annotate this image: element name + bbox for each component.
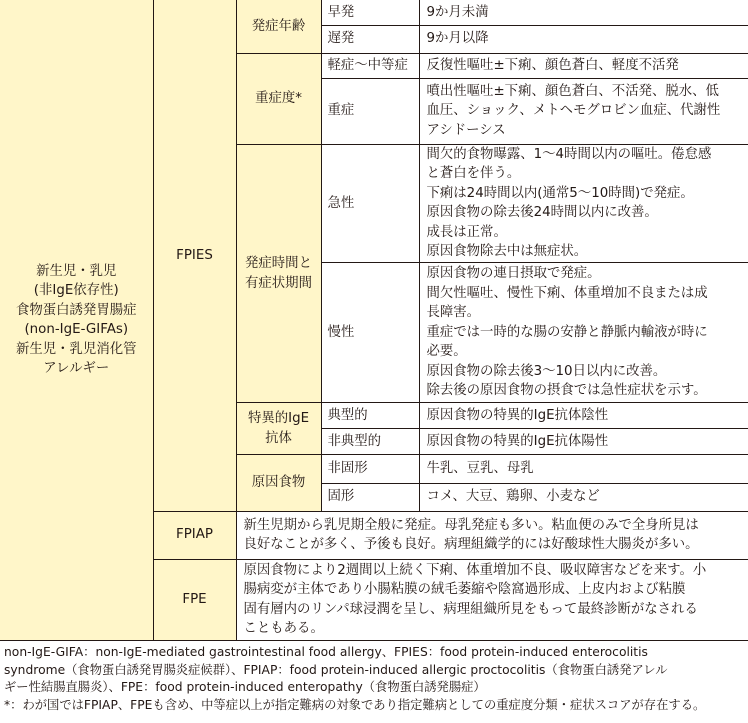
- text-line: 重症では一時的な腸の安静と静脈内輸液が時に: [426, 324, 708, 340]
- onset-age-early-value: 9か月未満: [419, 0, 748, 25]
- text-line: 原因食物により2週間以上続く下痢、体重増加不良、吸収障害などを来す。小: [243, 562, 707, 578]
- severity-mild-value: 反復性嘔吐±下痢、顔色蒼白、軽度不活発: [419, 53, 748, 78]
- fpies-label: FPIES: [153, 0, 236, 511]
- text-line: こともある。: [243, 621, 324, 637]
- onset-age-late-value: 9か月以降: [419, 25, 748, 53]
- food-solid-value: コメ、大豆、鶏卵、小麦など: [419, 483, 748, 511]
- food-nonsolid-value: 牛乳、豆乳、母乳: [419, 455, 748, 483]
- label-line: 有症状期間: [245, 275, 312, 291]
- fpiap-description: [236, 511, 748, 559]
- food-label: 原因食物: [236, 455, 321, 511]
- onset-acute-value: [419, 144, 748, 262]
- severity-mild-label: 軽症〜中等症: [321, 53, 419, 78]
- text-line: 下痢は24時間以内(通常5〜10時間)で発症。: [426, 185, 694, 201]
- fpe-label: FPE: [153, 559, 236, 640]
- footnote-line: non-IgE-GIFA：non-IgE-mediated gastrointestinal food allergy、FPIES：food protein-induced enterocolitis: [4, 645, 648, 659]
- text-line: と蒼白を伴う。: [426, 166, 521, 182]
- footnotes: [4, 644, 746, 714]
- text-line: 血圧、ショック、メトヘモグロビン血症、代謝性: [426, 103, 721, 119]
- label-line: 抗体: [265, 430, 292, 446]
- text-line: 良好なことが多く、予後も良好。病理組織学的には好酸球性大腸炎が多い。: [243, 537, 699, 553]
- text-line: 原因食物の連日摂取で発症。: [426, 266, 601, 282]
- ige-atypical-label: 非典型的: [321, 429, 419, 455]
- text-line: アシドーシス: [426, 122, 506, 138]
- text-line: 新生児期から乳児期全般に発症。母乳発症も多い。粘血便のみで全身所見は: [243, 517, 699, 533]
- category-line: 新生児・乳児: [36, 263, 117, 279]
- category-cell: [0, 0, 153, 641]
- onset-age-label: 発症年齢: [236, 0, 321, 53]
- text-line: 固有層内のリンパ球浸潤を呈し、病理組織所見をもって最終診断がなされる: [243, 601, 698, 617]
- severity-severe-value: [419, 78, 748, 144]
- text-line: 原因食物除去中は無症状。: [426, 244, 588, 260]
- severity-label: 重症度*: [236, 53, 321, 144]
- food-solid-label: 固形: [321, 483, 419, 511]
- text-line: 長障害。: [426, 305, 481, 321]
- fpe-description: [236, 559, 748, 640]
- label-line: 発症時間と: [245, 256, 312, 272]
- text-line: 間欠的食物曝露、1〜4時間以内の嘔吐。倦怠感: [426, 146, 712, 162]
- text-line: 間欠性嘔吐、慢性下痢、体重増加不良または成: [426, 285, 708, 301]
- onset-chronic-label: 慢性: [321, 263, 419, 403]
- text-line: 除去後の原因食物の摂食では急性症状を示す。: [426, 383, 707, 399]
- severity-severe-label: 重症: [321, 78, 419, 144]
- ige-typical-value: 原因食物の特異的IgE抗体陰性: [419, 403, 748, 429]
- onset-age-early-label: 早発: [321, 0, 419, 25]
- label-line: 特異的IgE: [247, 411, 310, 427]
- text-line: 原因食物の除去後3〜10日以内に改善。: [426, 363, 667, 379]
- ige-atypical-value: 原因食物の特異的IgE抗体陽性: [419, 429, 748, 455]
- footnote-line: *：わが国ではFPIAP、FPEも含め、中等症以上が指定難病の対象であり指定難病としての重症度分類・症状スコアが存在する。: [4, 697, 706, 712]
- footnote-line: ギー性結腸直腸炎）、FPE：food protein-induced enteropathy（食物蛋白誘発腸症）: [4, 680, 486, 695]
- text-line: 成長は正常。: [426, 224, 507, 240]
- onset-time-label: [236, 144, 321, 403]
- onset-chronic-value: [419, 263, 748, 403]
- text-line: 必要。: [426, 344, 467, 360]
- footnote-line: syndrome（食物蛋白誘発胃腸炎症候群）、FPIAP：food protein-induced allergic proctocolitis（食物蛋白誘発アレル: [4, 662, 668, 677]
- fpiap-label: FPIAP: [153, 511, 236, 559]
- ige-label: [236, 403, 321, 455]
- text-line: 腸病変が主体であり小腸粘膜の絨毛萎縮や陰窩過形成、上皮内および粘膜: [243, 582, 686, 598]
- category-line: 食物蛋白誘発胃腸症: [15, 302, 137, 318]
- food-nonsolid-label: 非固形: [321, 455, 419, 483]
- onset-age-late-label: 遅発: [321, 25, 419, 53]
- category-line: アレルギー: [43, 361, 110, 376]
- category-line: 新生児・乳児消化管: [15, 341, 137, 357]
- ige-typical-label: 典型的: [321, 403, 419, 429]
- text-line: 原因食物の除去後24時間以内に改善。: [426, 205, 658, 221]
- onset-acute-label: 急性: [321, 144, 419, 262]
- category-line: (非IgE依存性): [33, 283, 119, 298]
- category-line: (non-IgE-GIFAs): [24, 322, 129, 337]
- text-line: 噴出性嘔吐±下痢、顔色蒼白、不活発、脱水、低: [426, 83, 719, 99]
